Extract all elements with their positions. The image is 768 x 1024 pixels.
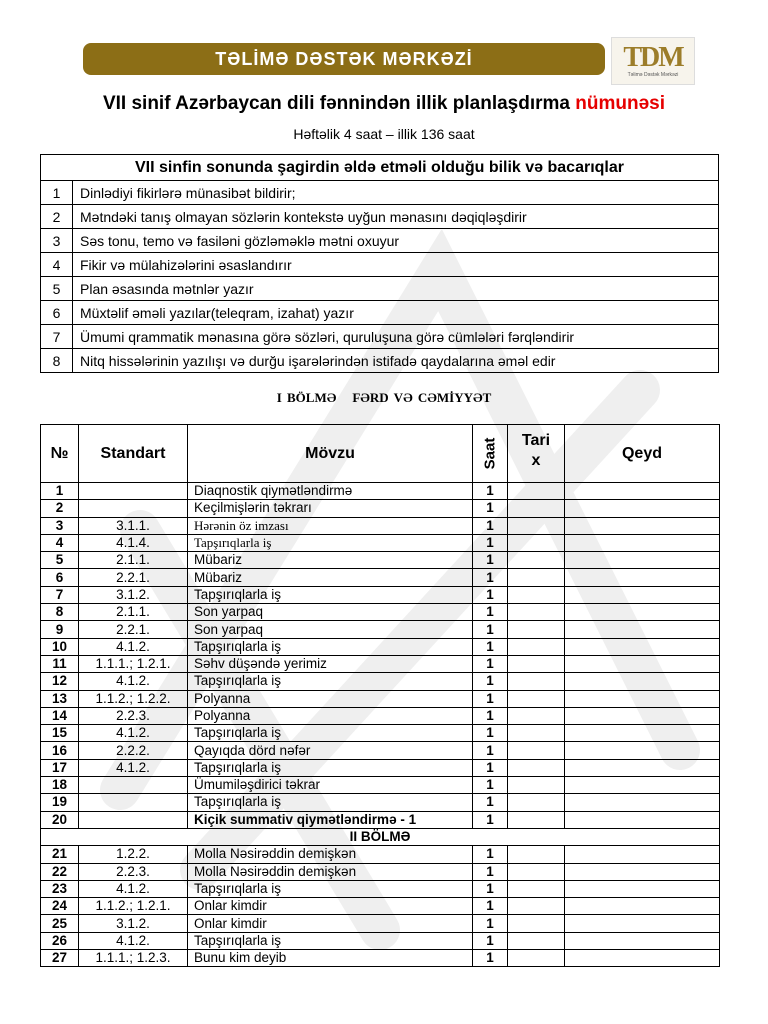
row-tarix [508, 569, 565, 586]
row-qeyd [565, 707, 720, 724]
row-tarix [508, 950, 565, 967]
row-movzu: Tapşırıqlarla iş [188, 759, 473, 776]
row-standart: 3.1.2. [79, 586, 188, 603]
row-movzu: Hərənin öz imzası [188, 517, 473, 534]
row-standart: 3.1.1. [79, 517, 188, 534]
row-tarix [508, 777, 565, 794]
row-qeyd [565, 483, 720, 500]
table-row [41, 673, 720, 690]
row-number: 1 [41, 483, 79, 500]
skill-number: 3 [41, 229, 73, 253]
row-standart: 3.1.2. [79, 915, 188, 932]
skill-row [41, 229, 719, 253]
skill-number: 2 [41, 205, 73, 229]
row-movzu: Bunu kim deyib [188, 950, 473, 967]
row-standart: 4.1.2. [79, 725, 188, 742]
skill-row [41, 325, 719, 349]
row-movzu: Son yarpaq [188, 621, 473, 638]
row-saat: 1 [473, 794, 508, 811]
row-tarix [508, 794, 565, 811]
table-row [41, 759, 720, 776]
row-qeyd [565, 846, 720, 863]
row-number: 27 [41, 950, 79, 967]
row-number: 19 [41, 794, 79, 811]
row-saat: 1 [473, 690, 508, 707]
row-saat: 1 [473, 483, 508, 500]
row-tarix [508, 846, 565, 863]
table-row [41, 794, 720, 811]
col-header-tarix [508, 425, 565, 483]
row-standart: 2.2.3. [79, 707, 188, 724]
row-standart: 4.1.2. [79, 880, 188, 897]
table-row [41, 604, 720, 621]
saat-label: Saat [481, 437, 499, 470]
row-movzu: Ümumiləşdirici təkrar [188, 777, 473, 794]
row-tarix [508, 915, 565, 932]
row-number: 6 [41, 569, 79, 586]
row-standart: 4.1.2. [79, 932, 188, 949]
row-qeyd [565, 534, 720, 551]
row-standart: 4.1.2. [79, 638, 188, 655]
row-standart: 2.1.1. [79, 552, 188, 569]
row-tarix [508, 655, 565, 672]
row-tarix [508, 552, 565, 569]
col-header-movzu: Mövzu [188, 425, 473, 483]
skill-row [41, 181, 719, 205]
row-saat: 1 [473, 777, 508, 794]
row-saat: 1 [473, 898, 508, 915]
skill-text: Səs tonu, temo və fasiləni gözləməklə mətni oxuyur [73, 229, 719, 253]
row-number: 5 [41, 552, 79, 569]
row-movzu: Tapşırıqlarla iş [188, 794, 473, 811]
row-tarix [508, 759, 565, 776]
row-movzu: Onlar kimdir [188, 915, 473, 932]
row-tarix [508, 725, 565, 742]
row-standart: 1.1.2.; 1.2.2. [79, 690, 188, 707]
row-number: 11 [41, 655, 79, 672]
row-qeyd [565, 655, 720, 672]
row-number: 4 [41, 534, 79, 551]
row-number: 21 [41, 846, 79, 863]
table-row [41, 500, 720, 517]
row-number: 2 [41, 500, 79, 517]
row-tarix [508, 604, 565, 621]
row-movzu: Tapşırıqlarla iş [188, 534, 473, 551]
row-saat: 1 [473, 655, 508, 672]
row-saat: 1 [473, 846, 508, 863]
table-row [41, 880, 720, 897]
col-header-saat [473, 425, 508, 483]
skill-row [41, 205, 719, 229]
row-number: 17 [41, 759, 79, 776]
row-saat: 1 [473, 534, 508, 551]
row-movzu: Molla Nəsirəddin demişkən [188, 846, 473, 863]
row-saat: 1 [473, 500, 508, 517]
row-tarix [508, 932, 565, 949]
row-movzu: Tapşırıqlarla iş [188, 586, 473, 603]
row-movzu: Mübariz [188, 569, 473, 586]
row-number: 7 [41, 586, 79, 603]
row-movzu: Kiçik summativ qiymətləndirmə - 1 [188, 811, 473, 828]
col-header-qeyd: Qeyd [565, 425, 720, 483]
skill-number: 6 [41, 301, 73, 325]
row-saat: 1 [473, 586, 508, 603]
plan-table [40, 424, 720, 967]
row-qeyd [565, 673, 720, 690]
row-tarix [508, 673, 565, 690]
row-number: 23 [41, 880, 79, 897]
row-tarix [508, 898, 565, 915]
title-highlight: nümunəsi [575, 93, 666, 114]
table-row [41, 898, 720, 915]
row-saat: 1 [473, 880, 508, 897]
title-main: VII sinif Azərbaycan dili fənnindən illik planlaşdırma [102, 93, 576, 114]
table-row [41, 638, 720, 655]
row-number: 24 [41, 898, 79, 915]
skill-text: Nitq hissələrinin yazılışı və durğu işarələrindən istifadə qaydalarına əməl edir [73, 349, 719, 373]
table-row [41, 690, 720, 707]
row-number: 16 [41, 742, 79, 759]
row-number: 20 [41, 811, 79, 828]
row-tarix [508, 863, 565, 880]
page-subtitle: Həftəlik 4 saat – illik 136 saat [293, 126, 475, 142]
row-qeyd [565, 742, 720, 759]
section-name: FƏRD VƏ CƏMİYYƏT [352, 390, 492, 405]
section-part: I BÖLMƏ [276, 390, 337, 405]
row-standart [79, 500, 188, 517]
row-standart: 2.2.1. [79, 621, 188, 638]
skill-row [41, 301, 719, 325]
table-row [41, 725, 720, 742]
table-row [41, 707, 720, 724]
skill-text: Plan əsasında mətnlər yazır [73, 277, 719, 301]
row-saat: 1 [473, 932, 508, 949]
row-tarix [508, 517, 565, 534]
tdm-logo [611, 37, 695, 85]
row-qeyd [565, 880, 720, 897]
skill-text: Fikir və mülahizələrini əsaslandırır [73, 253, 719, 277]
section-2-title: II BÖLMƏ [41, 828, 720, 845]
row-qeyd [565, 725, 720, 742]
table-row [41, 846, 720, 863]
row-qeyd [565, 950, 720, 967]
row-tarix [508, 638, 565, 655]
row-movzu: Tapşırıqlarla iş [188, 673, 473, 690]
skill-row [41, 253, 719, 277]
row-number: 13 [41, 690, 79, 707]
table-row [41, 621, 720, 638]
row-standart: 2.2.2. [79, 742, 188, 759]
row-tarix [508, 621, 565, 638]
table-row [41, 742, 720, 759]
row-tarix [508, 690, 565, 707]
skill-number: 8 [41, 349, 73, 373]
row-number: 22 [41, 863, 79, 880]
skill-text: Ümumi qrammatik mənasına görə sözləri, quruluşuna görə cümlələri fərqləndirir [73, 325, 719, 349]
table-row [41, 586, 720, 603]
row-movzu: Onlar kimdir [188, 898, 473, 915]
row-tarix [508, 483, 565, 500]
row-qeyd [565, 604, 720, 621]
row-standart: 4.1.2. [79, 673, 188, 690]
row-tarix [508, 742, 565, 759]
row-standart [79, 777, 188, 794]
row-saat: 1 [473, 621, 508, 638]
row-qeyd [565, 638, 720, 655]
row-qeyd [565, 552, 720, 569]
row-movzu: Polyanna [188, 707, 473, 724]
row-standart: 2.2.1. [79, 569, 188, 586]
row-movzu: Mübariz [188, 552, 473, 569]
skill-row [41, 349, 719, 373]
row-standart [79, 483, 188, 500]
row-movzu: Tapşırıqlarla iş [188, 638, 473, 655]
row-tarix [508, 534, 565, 551]
row-saat: 1 [473, 863, 508, 880]
table-row [41, 534, 720, 551]
row-saat: 1 [473, 517, 508, 534]
col-header-standart: Standart [79, 425, 188, 483]
row-saat: 1 [473, 725, 508, 742]
row-qeyd [565, 586, 720, 603]
table-row [41, 483, 720, 500]
row-standart [79, 811, 188, 828]
row-number: 12 [41, 673, 79, 690]
page-title [0, 93, 768, 115]
row-saat: 1 [473, 950, 508, 967]
row-standart: 1.1.2.; 1.2.1. [79, 898, 188, 915]
row-qeyd [565, 863, 720, 880]
row-standart: 4.1.2. [79, 759, 188, 776]
row-qeyd [565, 517, 720, 534]
col-header-no: № [41, 425, 79, 483]
row-tarix [508, 811, 565, 828]
section-row [41, 828, 720, 845]
skills-table [40, 154, 719, 373]
row-movzu: Qayıqda dörd nəfər [188, 742, 473, 759]
row-movzu: Molla Nəsirəddin demişkən [188, 863, 473, 880]
row-saat: 1 [473, 552, 508, 569]
row-qeyd [565, 500, 720, 517]
row-qeyd [565, 777, 720, 794]
row-qeyd [565, 759, 720, 776]
table-row [41, 517, 720, 534]
row-number: 8 [41, 604, 79, 621]
row-qeyd [565, 932, 720, 949]
row-qeyd [565, 690, 720, 707]
row-movzu: Tapşırıqlarla iş [188, 725, 473, 742]
row-movzu: Tapşırıqlarla iş [188, 932, 473, 949]
row-standart: 4.1.4. [79, 534, 188, 551]
row-number: 25 [41, 915, 79, 932]
row-standart: 1.2.2. [79, 846, 188, 863]
section-title [0, 390, 768, 406]
row-saat: 1 [473, 638, 508, 655]
row-movzu: Səhv düşəndə yerimiz [188, 655, 473, 672]
row-movzu: Tapşırıqlarla iş [188, 880, 473, 897]
row-saat: 1 [473, 604, 508, 621]
row-saat: 1 [473, 759, 508, 776]
row-qeyd [565, 794, 720, 811]
skill-row [41, 277, 719, 301]
header-banner: TƏLİMƏ DƏSTƏK MƏRKƏZİ [83, 43, 605, 75]
skill-text: Müxtəlif əməli yazılar(teleqram, izahat) yazır [73, 301, 719, 325]
row-qeyd [565, 811, 720, 828]
row-number: 9 [41, 621, 79, 638]
row-number: 3 [41, 517, 79, 534]
row-saat: 1 [473, 811, 508, 828]
row-saat: 1 [473, 915, 508, 932]
tarix-line-2: x [531, 452, 541, 469]
table-row [41, 811, 720, 828]
row-standart: 1.1.1.; 1.2.1. [79, 655, 188, 672]
skill-text: Dinlədiyi fikirlərə münasibət bildirir; [73, 181, 719, 205]
row-qeyd [565, 915, 720, 932]
row-movzu: Diaqnostik qiymətləndirmə [188, 483, 473, 500]
row-number: 10 [41, 638, 79, 655]
skill-text: Mətndəki tanış olmayan sözlərin kontekstə uyğun mənasını dəqiqləşdirir [73, 205, 719, 229]
table-row [41, 569, 720, 586]
skills-heading: VII sinfin sonunda şagirdin əldə etməli olduğu bilik və bacarıqlar [41, 155, 719, 181]
row-qeyd [565, 621, 720, 638]
row-number: 26 [41, 932, 79, 949]
row-number: 18 [41, 777, 79, 794]
row-tarix [508, 586, 565, 603]
table-row [41, 950, 720, 967]
table-row [41, 655, 720, 672]
row-qeyd [565, 898, 720, 915]
row-saat: 1 [473, 569, 508, 586]
row-number: 15 [41, 725, 79, 742]
row-standart: 1.1.1.; 1.2.3. [79, 950, 188, 967]
row-tarix [508, 707, 565, 724]
row-number: 14 [41, 707, 79, 724]
table-row [41, 915, 720, 932]
row-saat: 1 [473, 707, 508, 724]
row-movzu: Polyanna [188, 690, 473, 707]
skill-number: 7 [41, 325, 73, 349]
row-saat: 1 [473, 742, 508, 759]
row-movzu: Keçilmişlərin təkrarı [188, 500, 473, 517]
row-standart: 2.2.3. [79, 863, 188, 880]
skill-number: 5 [41, 277, 73, 301]
row-saat: 1 [473, 673, 508, 690]
row-tarix [508, 880, 565, 897]
table-row [41, 552, 720, 569]
row-qeyd [565, 569, 720, 586]
row-movzu: Son yarpaq [188, 604, 473, 621]
logo-subtitle: Təlimə Dəstək Mərkəzi [627, 72, 679, 78]
row-standart: 2.1.1. [79, 604, 188, 621]
tarix-line-1: Tari [521, 432, 551, 449]
row-tarix [508, 500, 565, 517]
row-standart [79, 794, 188, 811]
table-row [41, 863, 720, 880]
table-row [41, 777, 720, 794]
table-row [41, 932, 720, 949]
logo-mark: TDM [623, 42, 683, 73]
skill-number: 1 [41, 181, 73, 205]
skill-number: 4 [41, 253, 73, 277]
